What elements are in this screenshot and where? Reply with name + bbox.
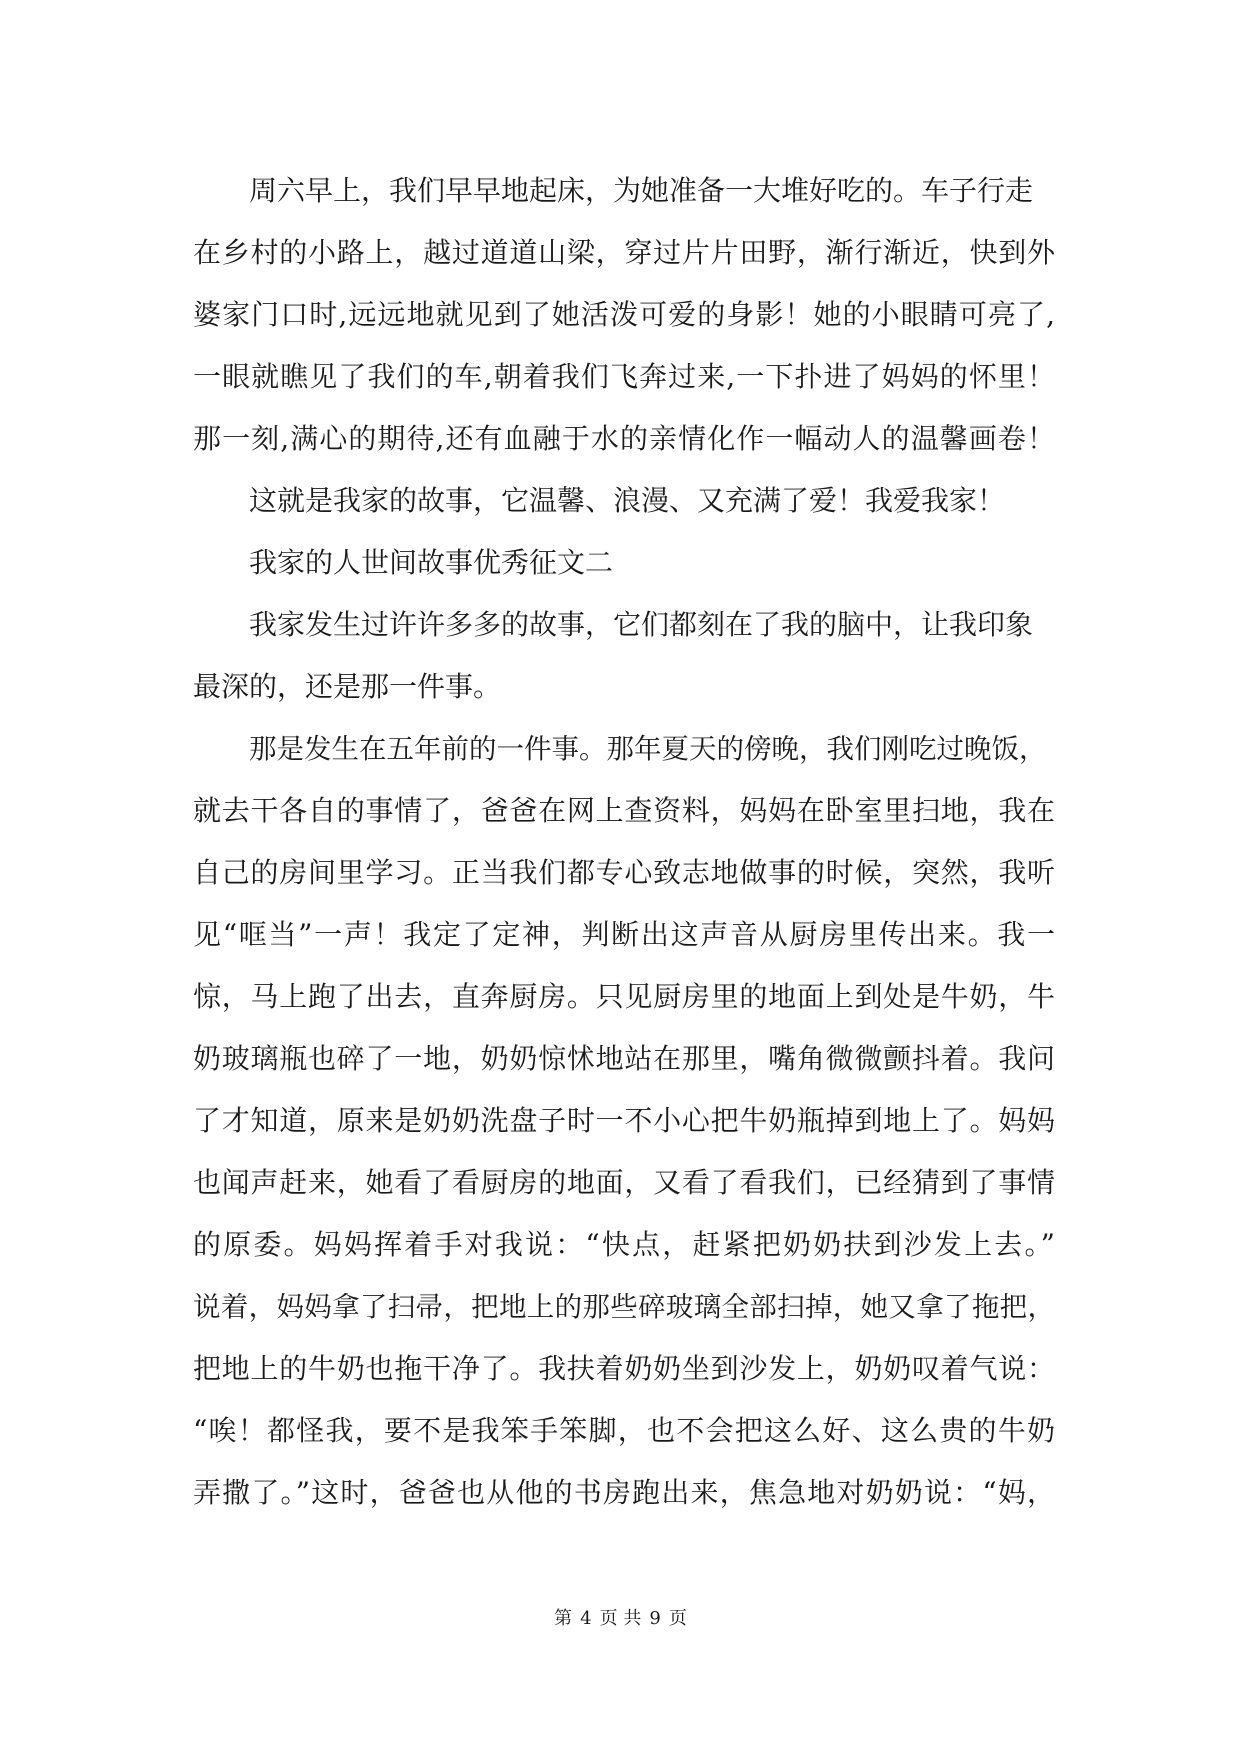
text-line: 的原委。妈妈挥着手对我说：“快点，赶紧把奶奶扶到沙发上去。”: [193, 1228, 1055, 1261]
text-line: 我家发生过许许多多的故事，它们都刻在了我的脑中，让我印象: [249, 608, 1034, 641]
page-footer: [0, 1604, 1241, 1630]
text-line: 周六早上，我们早早地起床，为她准备一大堆好吃的。车子行走: [249, 174, 1034, 207]
text-line: 自己的房间里学习。正当我们都专心致志地做事的时候，突然，我听: [193, 856, 1055, 889]
text-line: 弄撒了。”这时，爸爸也从他的书房跑出来，焦急地对奶奶说：“妈，: [193, 1476, 1055, 1509]
text-line: 婆家门口时,远远地就见到了她活泼可爱的身影！她的小眼睛可亮了,: [193, 298, 1055, 331]
text-line: 这就是我家的故事，它温馨、浪漫、又充满了爱！我爱我家！: [249, 484, 1006, 517]
text-line: 奶玻璃瓶也碎了一地，奶奶惊怵地站在那里，嘴角微微颤抖着。我问: [193, 1042, 1055, 1075]
footer-total-pages: 9: [649, 1608, 661, 1629]
text-line: 最深的，还是那一件事。: [193, 670, 502, 703]
text-line: 那是发生在五年前的一件事。那年夏天的傍晚，我们刚吃过晚饭，: [249, 733, 1047, 765]
text-line: 见“哐当”一声！我定了定神，判断出这声音从厨房里传出来。我一: [193, 918, 1055, 951]
text-line: 把地上的牛奶也拖干净了。我扶着奶奶坐到沙发上，奶奶叹着气说：: [193, 1352, 1055, 1385]
text-line: 就去干各自的事情了，爸爸在网上查资料，妈妈在卧室里扫地，我在: [193, 794, 1055, 827]
footer-suffix: 页: [668, 1608, 687, 1629]
text-line: 了才知道，原来是奶奶洗盘子时一不小心把牛奶瓶掉到地上了。妈妈: [193, 1104, 1055, 1137]
text-line: 那一刻,满心的期待,还有血融于水的亲情化作一幅动人的温馨画卷！: [193, 422, 1055, 455]
footer-prefix: 第: [554, 1608, 573, 1629]
footer-current-page: 4: [580, 1608, 592, 1629]
text-line: 也闻声赶来，她看了看厨房的地面，又看了看我们，已经猜到了事情: [193, 1166, 1055, 1199]
text-line: 一眼就瞧见了我们的车,朝着我们飞奔过来,一下扑进了妈妈的怀里！: [193, 360, 1055, 393]
text-line: “唉！都怪我，要不是我笨手笨脚，也不会把这么好、这么贵的牛奶: [193, 1414, 1055, 1447]
text-line: 说着，妈妈拿了扫帚，把地上的那些碎玻璃全部扫掉，她又拿了拖把，: [193, 1291, 1055, 1323]
footer-middle: 页 共: [599, 1608, 642, 1629]
text-line: 在乡村的小路上，越过道道山梁，穿过片片田野，渐行渐近，快到外: [193, 236, 1055, 269]
text-line: 我家的人世间故事优秀征文二: [249, 546, 614, 579]
document-body: [193, 160, 1055, 1524]
text-line: 惊，马上跑了出去，直奔厨房。只见厨房里的地面上到处是牛奶，牛: [193, 980, 1055, 1013]
